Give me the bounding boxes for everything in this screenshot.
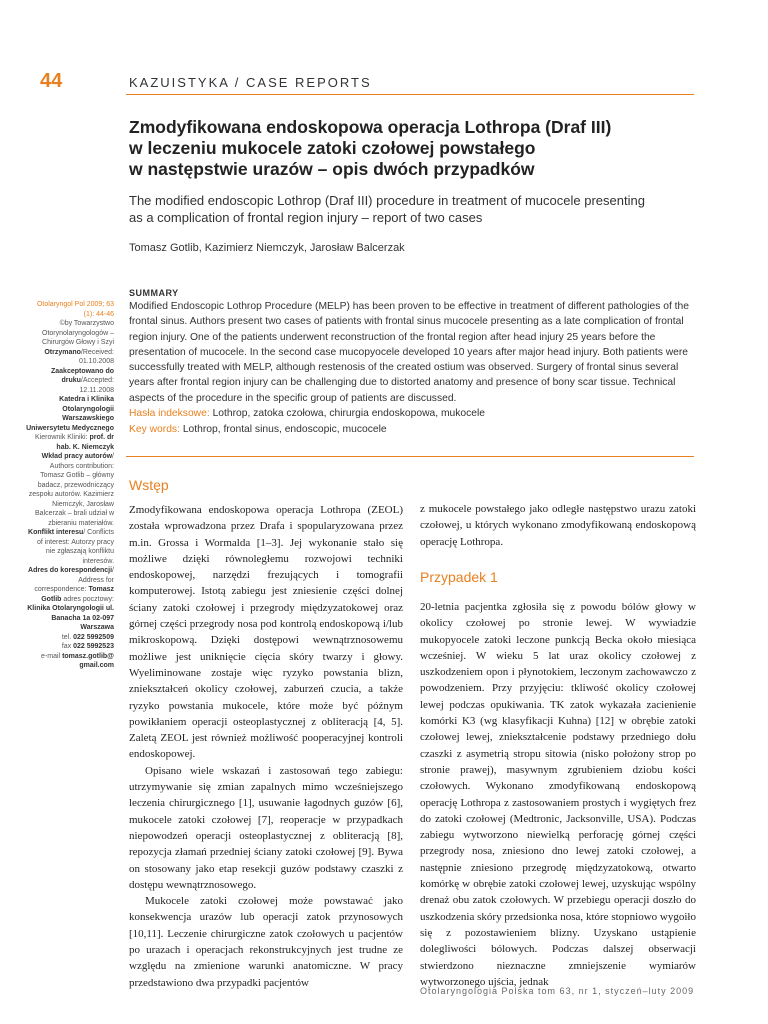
- phone: tel. 022 5992509: [61, 633, 114, 641]
- body-paragraph: Opisano wiele wskazań i zastosowań tego zabiegu: utrzymywanie się zmian zapalnych mimo wcześniejszego leczenia chirurgicznego [1], usuwanie łagodnych guzów [6], mukocele zatoki czołowej [7], reoperacje w przypadkach niepowodzeń operacji osteoplastycznej z obliteracją [8], repozycja złamań przedniej ściany zatoki czołowej [9]. Bywa on stosowany jako etap resekcji guzów podstawy czaszki z dostępu wewnątrznosowego.: [129, 764, 403, 891]
- title-pl-line: w następstwie urazów – opis dwóch przypadków: [129, 159, 535, 179]
- correspondence-info: Adres do korespondencji/ Address for correspondence: Tomasz Gotlib adres pocztowy: Klinika Otolaryngologii ul. Banacha 1a 02-097 Warszawa: [27, 567, 114, 631]
- received-info: Otrzymano/Received: 01.10.2008: [44, 348, 114, 365]
- accepted-info: Zaakceptowano do druku/Accepted: 12.11.2008: [50, 367, 114, 394]
- summary-heading: SUMMARY: [129, 288, 179, 298]
- title-en-line: as a complication of frontal region injury – report of two cases: [129, 210, 483, 225]
- institution: Katedra i Klinika Otolaryngologii Warszawskiego Uniwersytetu Medycznego: [26, 396, 114, 432]
- body-paragraph: Mukocele zatoki czołowej może powstawać jako konsekwencja urazów lub operacji zatok przynosowych [10,11]. Leczenie chirurgiczne zatok czołowych u pacjentów po urazach i operacjach rekonstrukcyjnych jest trudne ze względu na zmienione warunki anatomiczne. W pracy przedstawiono dwa przypadki pacjentów: [129, 895, 403, 989]
- summary-text: Modified Endoscopic Lothrop Procedure (MELP) has been proven to be effective in treatment of different pathologies of the frontal sinus. Authors present two cases of patients with frontal sinus mucocele presenting as a late complication of frontal region injury. One of the patients underwent reconstruction of the frontal region after head injury 25 years before the presentation of mucocele. In the second case mucopyocele developed 10 years after major head injury. Both patients were successfully treated with MELP, although restenosis of the created ostium was observed. Surgery of frontal sinus several years after frontal region injury can be challenging due to distorted anatomy and presence of bony scar tissue. Technical aspects of the procedure in the specific group of patients are discussed.: [129, 301, 689, 404]
- authors: Tomasz Gotlib, Kazimierz Niemczyk, Jarosław Balcerzak: [129, 242, 405, 254]
- section-heading-case1: Przypadek 1: [420, 569, 498, 585]
- section-heading-intro: Wstęp: [129, 477, 169, 493]
- article-title-en: [129, 192, 689, 226]
- body-right-column-top: [420, 501, 696, 550]
- contribution-info: Wkład pracy autorów/ Authors contribution: Tomasz Gotlib – główny badacz, przewodniczący zespołu autorów. Kazimierz Niemczyk, Jarosław Balcerzak – brali udział w zbieraniu materiałów.: [28, 453, 114, 527]
- keywords-pl-value: Lothrop, zatoka czołowa, chirurgia endoskopowa, mukocele: [212, 408, 486, 419]
- email-domain: gmail.com: [79, 662, 114, 669]
- title-en-line: The modified endoscopic Lothrop (Draf III) procedure in treatment of mucocele presenting: [129, 193, 645, 208]
- citation: Otolaryngol Pol 2009; 63 (1): 44-46: [36, 301, 114, 318]
- keywords-pl: [129, 408, 485, 419]
- page-number: 44: [40, 70, 63, 92]
- body-paragraph: 20-letnia pacjentka zgłosiła się z powodu bólów głowy w okolicy czołowej po stronie lewej. W wywiadzie mukopyocele zatoki leczone punkcją Becka około miesiąca wcześniej. W wieku 5 lat uraz okolicy czołowej z uszkodzeniem opon i płynotokiem, leczonym zachowawczo z powodzeniem. Przy przyjęciu: tkliwość okolicy czołowej lewej podczas opukiwania. TK zatok wykazała zacienienie komórki K3 (wg klasyfikacji Kuhna) [12] w obrębie zatoki czołowej lewej, zniekształcenie podstawy przedniego dołu czaszki z asymetrią stropu sitowia (nisko położony strop po stronie prawej), masywnym zgrubieniem dziobu kości czołowych. Wykonano zmodyfikowaną endoskopową operację Lothropa z zastosowaniem prostych i wygiętych frez do zatoki czołowej (Medtronic, Jacksonville, USA). Podczas zabiegu wytworzono niewielką perforację górnej części przegrody nosa, zniesiono dno lewej zatoki czołowej, a następnie zniesiono przegrodę międzyzatokową, otwarto komórkę w obrębie zatoki czołowej lewej, uzyskując wspólny drenaż obu zatok czołowych. W przebiegu operacji doszło do uszkodzenia skóry przedsionka nosa, które stopniowo wygoiło się z pozostawieniem blizny. Uzyskano ustąpienie dolegliwości bólowych. Podczas dalszej obserwacji stwierdzono nieznaczne zmniejszenie wymiarów wytworzonego ujścia, jednak: [420, 601, 696, 988]
- copyright: ©by Towarzystwo Otorynolaryngologów – Chirurgów Głowy i Szyi: [42, 320, 114, 346]
- section-label: KAZUISTYKA / CASE REPORTS: [129, 75, 372, 90]
- clinic-head: Kierownik Kliniki: prof. dr hab. K. Niemczyk: [35, 434, 114, 451]
- email: e-mail tomasz.gotlib@: [41, 652, 114, 660]
- keywords-en-value: Lothrop, frontal sinus, endoscopic, mucocele: [182, 424, 387, 435]
- keywords-en: [129, 424, 387, 435]
- body-left-column: [129, 502, 403, 991]
- header-divider: [126, 94, 694, 95]
- keywords-en-label: Key words:: [129, 424, 180, 435]
- title-pl-line: w leczeniu mukocele zatoki czołowej powstałego: [129, 138, 536, 158]
- conflict-info: Konflikt interesu/ Conflicts of interest: Autorzy pracy nie zgłaszają konfliktu interesów.: [28, 529, 114, 565]
- title-pl-line: Zmodyfikowana endoskopowa operacja Lothropa (Draf III): [129, 117, 612, 137]
- body-right-column: [420, 599, 696, 990]
- keywords-pl-label: Hasła indeksowe:: [129, 408, 210, 419]
- summary-divider: [126, 456, 694, 457]
- fax: fax 022 5992523: [61, 643, 114, 650]
- body-paragraph: z mukocele powstałego jako odległe następstwo urazu zatoki czołowej, u których wykonano zmodyfikowaną endoskopową operację Lothropa.: [420, 503, 696, 548]
- journal-footer: Otolaryngologia Polska tom 63, nr 1, styczeń–luty 2009: [420, 986, 695, 996]
- article-title-pl: [129, 117, 689, 180]
- article-metadata-sidebar: [26, 300, 114, 671]
- body-paragraph: Zmodyfikowana endoskopowa operacja Lothropa (ZEOL) została wprowadzona przez Drafa i spopularyzowana przez m.in. Grossa i Wormalda [1–3]. Jej wykonanie stało się możliwe dzięki równoległemu rozwojowi techniki endoskopowej, narzędzi frezujących i tomografii komputerowej. Istotą zabiegu jest zniesienie części dolnej ściany zatoki czołowej i przegrody międzyzatokowej oraz górnej części przegrody nosa pod kontrolą endoskopową i/lub mikroskopową. Dzięki dostępowi wewnątrznosowemu możliwe jest uniknięcie cięcia skóry twarzy i głowy. Wyeliminowane zostaje więc ryzyko powstania blizn, zniekształceń okolicy czołowej, zaburzeń czucia, a także ryzyko powstania mukocele, które może być późnym powikłaniem operacji osteoplastycznej z obliteracją [4, 5]. Zaletą ZEOL jest również możliwość pooperacyjnej kontroli endoskopowej.: [129, 504, 403, 761]
